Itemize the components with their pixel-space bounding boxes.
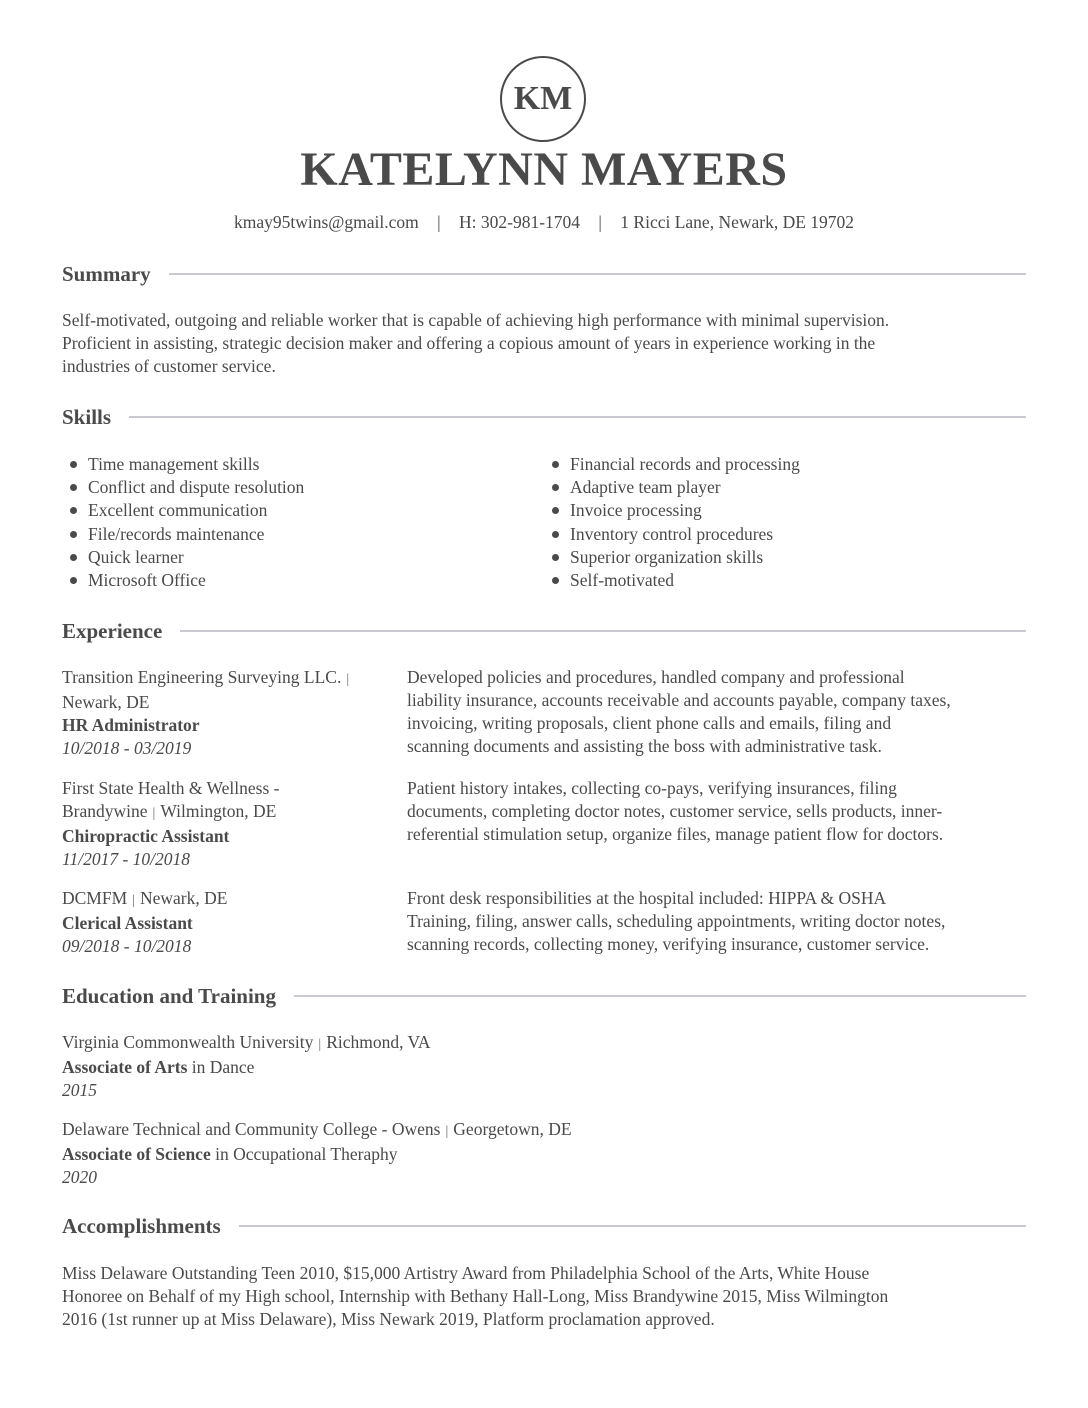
school-name: Delaware Technical and Community College - Owens bbox=[62, 1119, 441, 1139]
school-name: Virginia Commonwealth University bbox=[62, 1032, 314, 1052]
pipe-divider: | bbox=[445, 1124, 449, 1139]
education-entry bbox=[62, 1031, 1022, 1102]
description-line: Front desk responsibilities at the hospital included: HIPPA & OSHA bbox=[407, 888, 887, 908]
field-of-study: in Dance bbox=[191, 1057, 255, 1077]
school-location: Georgetown, DE bbox=[453, 1119, 572, 1139]
description-line: liability insurance, accounts receivable and accounts payable, company taxes, bbox=[407, 690, 951, 710]
skill-label: Microsoft Office bbox=[88, 570, 206, 591]
skill-item bbox=[62, 523, 304, 546]
bullet-icon bbox=[70, 507, 77, 514]
description-line: Developed policies and procedures, handled company and professional bbox=[407, 667, 905, 687]
education-entry bbox=[62, 1118, 1022, 1189]
section-divider bbox=[129, 416, 1026, 418]
contact-separator: | bbox=[437, 212, 441, 232]
accomplishment-line: Honoree on Behalf of my High school, Internship with Bethany Hall-Long, Miss Brandywine 2015, Miss Wilmington bbox=[62, 1286, 889, 1306]
skills-list-left bbox=[62, 453, 304, 592]
skill-item bbox=[544, 546, 800, 569]
job-dates: 09/2018 - 10/2018 bbox=[62, 936, 192, 956]
skill-label: Adaptive team player bbox=[570, 477, 721, 498]
summary-line: Self-motivated, outgoing and reliable worker that is capable of achieving high performance with minimal supervision. bbox=[62, 310, 890, 330]
job-company: DCMFM bbox=[62, 888, 128, 908]
job-location: Newark, DE bbox=[139, 888, 228, 908]
section-divider bbox=[294, 995, 1026, 997]
degree: Associate of Arts bbox=[62, 1057, 188, 1077]
job-meta bbox=[62, 887, 392, 958]
contact-email[interactable]: kmay95twins@gmail.com bbox=[233, 212, 419, 232]
description-line: Training, filing, answer calls, scheduling appointments, writing doctor notes, bbox=[407, 911, 946, 931]
job-location: Newark, DE bbox=[62, 692, 150, 712]
skill-label: Time management skills bbox=[88, 454, 260, 475]
section-title: Accomplishments bbox=[62, 1213, 221, 1238]
summary-line: Proficient in assisting, strategic decision maker and offering a copious amount of years in experience working in the bbox=[62, 333, 876, 353]
contact-line bbox=[0, 212, 1088, 233]
description-line: invoicing, writing proposals, client phone calls and emails, filing and bbox=[407, 713, 892, 733]
bullet-icon bbox=[70, 461, 77, 468]
accomplishment-line: Miss Delaware Outstanding Teen 2010, $15,000 Artistry Award from Philadelphia School of the Arts, White House bbox=[62, 1263, 870, 1283]
monogram-badge bbox=[500, 56, 586, 142]
skill-item bbox=[544, 523, 800, 546]
bullet-icon bbox=[70, 531, 77, 538]
pipe-divider: | bbox=[318, 1037, 322, 1052]
skill-label: Quick learner bbox=[88, 546, 184, 567]
skill-item bbox=[62, 546, 304, 569]
skill-item bbox=[62, 453, 304, 476]
pipe-divider: | bbox=[152, 806, 156, 821]
skill-label: Conflict and dispute resolution bbox=[88, 477, 305, 498]
skill-item bbox=[62, 499, 304, 522]
job-description bbox=[407, 887, 1027, 956]
job-dates: 11/2017 - 10/2018 bbox=[62, 849, 191, 869]
job-meta bbox=[62, 666, 392, 760]
contact-address: 1 Ricci Lane, Newark, DE 19702 bbox=[620, 212, 855, 232]
bullet-icon bbox=[70, 577, 77, 584]
job-meta bbox=[62, 777, 392, 871]
skill-label: Invoice processing bbox=[570, 500, 702, 521]
pipe-divider: | bbox=[132, 893, 135, 908]
skill-label: Self-motivated bbox=[570, 570, 675, 591]
degree: Associate of Science bbox=[62, 1144, 211, 1164]
monogram-initials: KM bbox=[513, 80, 573, 117]
job-company: First State Health & Wellness - bbox=[62, 778, 280, 798]
job-role: Clerical Assistant bbox=[62, 913, 193, 933]
section-title: Education and Training bbox=[62, 983, 276, 1008]
job-role: HR Administrator bbox=[62, 715, 200, 735]
summary-text bbox=[62, 309, 1022, 378]
bullet-icon bbox=[552, 461, 559, 468]
contact-separator: | bbox=[598, 212, 602, 232]
description-line: Patient history intakes, collecting co-pays, verifying insurances, filing bbox=[407, 778, 897, 798]
skill-item bbox=[544, 569, 800, 592]
school-location: Richmond, VA bbox=[326, 1032, 431, 1052]
job-dates: 10/2018 - 03/2019 bbox=[62, 738, 192, 758]
skill-label: Financial records and processing bbox=[570, 454, 800, 475]
description-line: scanning documents and assisting the boss with administrative task. bbox=[407, 736, 882, 756]
job-location: Wilmington, DE bbox=[160, 801, 277, 821]
experience-heading bbox=[62, 617, 1026, 645]
skill-item bbox=[62, 476, 304, 499]
bullet-icon bbox=[552, 484, 559, 491]
skills-heading bbox=[62, 403, 1026, 431]
bullet-icon bbox=[552, 577, 559, 584]
skill-item bbox=[544, 499, 800, 522]
skills-list-right bbox=[544, 453, 800, 592]
summary-heading bbox=[62, 260, 1026, 288]
section-divider bbox=[239, 1225, 1026, 1227]
section-title: Experience bbox=[62, 618, 163, 643]
accomplishments-text bbox=[62, 1262, 1022, 1331]
skill-label: Superior organization skills bbox=[570, 546, 764, 567]
accomplishment-line: 2016 (1st runner up at Miss Delaware), Miss Newark 2019, Platform proclamation approved. bbox=[62, 1309, 715, 1329]
skill-item bbox=[544, 476, 800, 499]
bullet-icon bbox=[552, 554, 559, 561]
graduation-year: 2020 bbox=[62, 1167, 97, 1187]
job-role: Chiropractic Assistant bbox=[62, 826, 230, 846]
bullet-icon bbox=[70, 554, 77, 561]
bullet-icon bbox=[552, 507, 559, 514]
skill-label: Inventory control procedures bbox=[570, 523, 774, 544]
graduation-year: 2015 bbox=[62, 1080, 97, 1100]
section-divider bbox=[169, 273, 1026, 275]
accomplishments-heading bbox=[62, 1212, 1026, 1240]
summary-line: industries of customer service. bbox=[62, 356, 276, 376]
description-line: scanning records, collecting money, verifying insurance, customer service. bbox=[407, 934, 930, 954]
skill-label: Excellent communication bbox=[88, 500, 268, 521]
job-company-cont: Brandywine bbox=[62, 801, 148, 821]
candidate-name: KATELYNN MAYERS bbox=[300, 143, 788, 196]
skill-label: File/records maintenance bbox=[88, 523, 265, 544]
bullet-icon bbox=[70, 484, 77, 491]
bullet-icon bbox=[552, 531, 559, 538]
section-divider bbox=[180, 630, 1026, 632]
job-description bbox=[407, 777, 1027, 846]
job-description bbox=[407, 666, 1027, 758]
section-title: Skills bbox=[62, 404, 112, 429]
job-company: Transition Engineering Surveying LLC. bbox=[62, 667, 342, 687]
skill-item bbox=[544, 453, 800, 476]
description-line: documents, completing doctor notes, customer service, sells products, inner- bbox=[407, 801, 943, 821]
description-line: referential stimulation setup, organize files, manage patient flow for doctors. bbox=[407, 824, 944, 844]
education-heading bbox=[62, 982, 1026, 1010]
field-of-study: in Occupational Theraphy bbox=[215, 1144, 398, 1164]
pipe-divider: | bbox=[346, 672, 350, 687]
section-title: Summary bbox=[62, 261, 151, 286]
skill-item bbox=[62, 569, 304, 592]
contact-phone[interactable]: H: 302-981-1704 bbox=[459, 212, 581, 232]
